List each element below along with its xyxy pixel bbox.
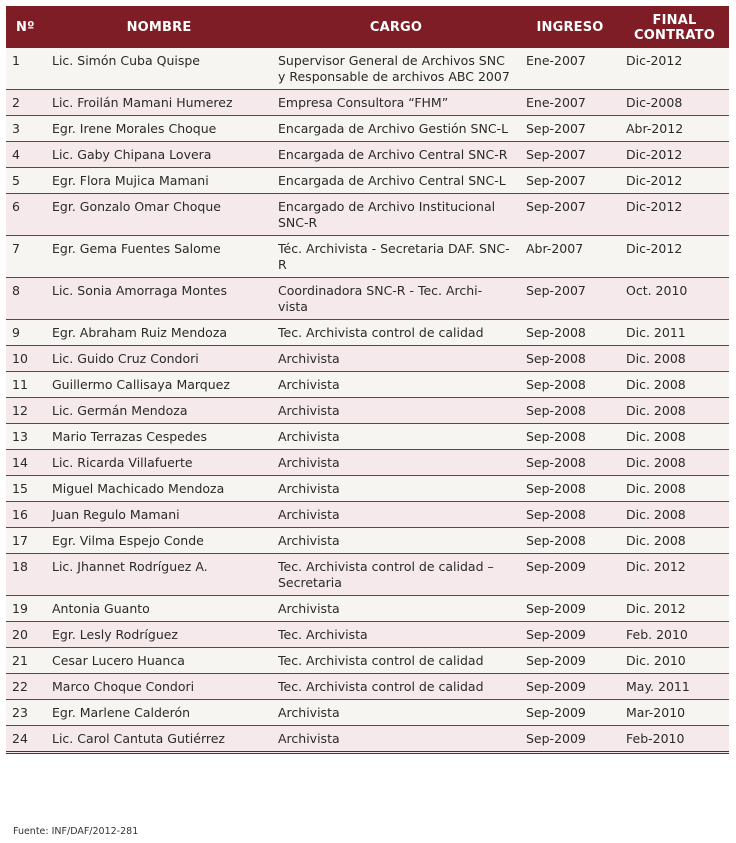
cell-num: 4: [6, 142, 46, 168]
table-row: [6, 596, 729, 622]
cell-nombre: Egr. Gema Fuentes Salome: [46, 236, 272, 278]
staff-table-container: [6, 6, 729, 754]
header-final-line2: CONTRATO: [634, 27, 715, 43]
cell-ingreso: Sep-2009: [520, 700, 620, 726]
cell-num: 9: [6, 320, 46, 346]
cell-ingreso: Sep-2009: [520, 622, 620, 648]
cell-final: Dic. 2008: [620, 346, 729, 372]
cell-num: 18: [6, 554, 46, 596]
table-row: [6, 48, 729, 90]
table-row: [6, 142, 729, 168]
cell-final: Dic. 2008: [620, 398, 729, 424]
cell-cargo: Tec. Archivista control de calidad – Secretaria: [272, 554, 520, 596]
cell-final: Dic. 2008: [620, 502, 729, 528]
header-final-contrato: [620, 6, 729, 48]
cell-nombre: Lic. Jhannet Rodríguez A.: [46, 554, 272, 596]
cell-nombre: Miguel Machicado Mendoza: [46, 476, 272, 502]
header-cargo: CARGO: [272, 6, 520, 48]
cell-num: 21: [6, 648, 46, 674]
table-row: [6, 168, 729, 194]
table-row: [6, 346, 729, 372]
cell-nombre: Lic. Ricarda Villafuerte: [46, 450, 272, 476]
cell-num: 16: [6, 502, 46, 528]
cell-cargo: Supervisor General de Archivos SNC y Responsable de archivos ABC 2007: [272, 48, 520, 90]
cell-num: 11: [6, 372, 46, 398]
cell-ingreso: Sep-2009: [520, 596, 620, 622]
table-row: [6, 90, 729, 116]
header-nombre: NOMBRE: [46, 6, 272, 48]
cell-final: Dic-2012: [620, 48, 729, 90]
cell-final: Dic. 2011: [620, 320, 729, 346]
cell-nombre: Lic. Germán Mendoza: [46, 398, 272, 424]
cell-final: Dic. 2008: [620, 528, 729, 554]
cell-ingreso: Sep-2008: [520, 476, 620, 502]
cell-num: 13: [6, 424, 46, 450]
cell-num: 17: [6, 528, 46, 554]
cell-cargo: Tec. Archivista control de calidad: [272, 320, 520, 346]
cell-ingreso: Sep-2007: [520, 142, 620, 168]
cell-ingreso: Sep-2008: [520, 320, 620, 346]
cell-nombre: Egr. Gonzalo Omar Choque: [46, 194, 272, 236]
cell-ingreso: Ene-2007: [520, 48, 620, 90]
cell-final: Mar-2010: [620, 700, 729, 726]
cell-final: Dic. 2010: [620, 648, 729, 674]
cell-nombre: Lic. Simón Cuba Quispe: [46, 48, 272, 90]
cell-cargo: Encargada de Archivo Central SNC-R: [272, 142, 520, 168]
cell-cargo: Encargada de Archivo Central SNC-L: [272, 168, 520, 194]
cell-nombre: Egr. Lesly Rodríguez: [46, 622, 272, 648]
table-row: [6, 554, 729, 596]
table-row: [6, 236, 729, 278]
cell-ingreso: Ene-2007: [520, 90, 620, 116]
cell-ingreso: Sep-2009: [520, 726, 620, 753]
cell-num: 5: [6, 168, 46, 194]
cell-num: 19: [6, 596, 46, 622]
cell-cargo: Archivista: [272, 398, 520, 424]
cell-ingreso: Sep-2008: [520, 398, 620, 424]
cell-num: 15: [6, 476, 46, 502]
cell-ingreso: Sep-2008: [520, 424, 620, 450]
cell-num: 7: [6, 236, 46, 278]
cell-nombre: Lic. Sonia Amorraga Montes: [46, 278, 272, 320]
cell-num: 22: [6, 674, 46, 700]
cell-ingreso: Sep-2007: [520, 116, 620, 142]
table-row: [6, 700, 729, 726]
table-row: [6, 674, 729, 700]
cell-ingreso: Sep-2008: [520, 450, 620, 476]
cell-ingreso: Sep-2007: [520, 194, 620, 236]
header-ingreso: INGRESO: [520, 6, 620, 48]
cell-nombre: Lic. Guido Cruz Condori: [46, 346, 272, 372]
cell-final: Dic-2008: [620, 90, 729, 116]
cell-num: 3: [6, 116, 46, 142]
cell-cargo: Archivista: [272, 346, 520, 372]
cell-nombre: Egr. Abraham Ruiz Mendoza: [46, 320, 272, 346]
cell-nombre: Lic. Froilán Mamani Humerez: [46, 90, 272, 116]
cell-final: May. 2011: [620, 674, 729, 700]
cell-final: Dic. 2008: [620, 450, 729, 476]
table-row: [6, 424, 729, 450]
cell-ingreso: Sep-2009: [520, 674, 620, 700]
cell-cargo: Archivista: [272, 502, 520, 528]
cell-nombre: Lic. Carol Cantuta Gutiérrez: [46, 726, 272, 753]
cell-final: Dic. 2012: [620, 596, 729, 622]
cell-cargo: Coordinadora SNC-R - Tec. Archi- vista: [272, 278, 520, 320]
cell-final: Oct. 2010: [620, 278, 729, 320]
table-row: [6, 320, 729, 346]
cell-final: Dic-2012: [620, 168, 729, 194]
cell-cargo: Encargada de Archivo Gestión SNC-L: [272, 116, 520, 142]
cell-nombre: Lic. Gaby Chipana Lovera: [46, 142, 272, 168]
table-row: [6, 648, 729, 674]
cell-nombre: Cesar Lucero Huanca: [46, 648, 272, 674]
cell-ingreso: Sep-2009: [520, 648, 620, 674]
cell-ingreso: Sep-2007: [520, 168, 620, 194]
table-row: [6, 372, 729, 398]
cell-cargo: Encargado de Archivo Institucional SNC-R: [272, 194, 520, 236]
cell-num: 23: [6, 700, 46, 726]
cell-ingreso: Sep-2007: [520, 278, 620, 320]
cell-ingreso: Sep-2008: [520, 372, 620, 398]
cell-final: Dic. 2008: [620, 424, 729, 450]
cell-num: 14: [6, 450, 46, 476]
cell-final: Feb. 2010: [620, 622, 729, 648]
cell-final: Dic-2012: [620, 194, 729, 236]
cell-final: Dic. 2008: [620, 372, 729, 398]
cell-nombre: Egr. Vilma Espejo Conde: [46, 528, 272, 554]
cell-cargo: Archivista: [272, 424, 520, 450]
table-row: [6, 476, 729, 502]
cell-final: Dic. 2012: [620, 554, 729, 596]
cell-cargo: Archivista: [272, 726, 520, 753]
cell-cargo: Archivista: [272, 596, 520, 622]
cell-cargo: Empresa Consultora “FHM”: [272, 90, 520, 116]
table-row: [6, 194, 729, 236]
cell-nombre: Egr. Marlene Calderón: [46, 700, 272, 726]
table-row: [6, 528, 729, 554]
cell-ingreso: Sep-2008: [520, 502, 620, 528]
cell-num: 2: [6, 90, 46, 116]
table-row: [6, 278, 729, 320]
header-final-line1: FINAL: [652, 12, 697, 28]
cell-final: Abr-2012: [620, 116, 729, 142]
table-row: [6, 502, 729, 528]
cell-num: 24: [6, 726, 46, 753]
cell-nombre: Marco Choque Condori: [46, 674, 272, 700]
cell-ingreso: Sep-2009: [520, 554, 620, 596]
cell-cargo: Tec. Archivista control de calidad: [272, 674, 520, 700]
table-body: [6, 48, 729, 753]
staff-table: [6, 6, 729, 754]
cell-final: Feb-2010: [620, 726, 729, 753]
cell-final: Dic-2012: [620, 236, 729, 278]
table-row: [6, 398, 729, 424]
cell-final: Dic-2012: [620, 142, 729, 168]
cell-cargo: Archivista: [272, 372, 520, 398]
cell-num: 8: [6, 278, 46, 320]
cell-cargo: Archivista: [272, 700, 520, 726]
cell-nombre: Guillermo Callisaya Marquez: [46, 372, 272, 398]
cell-cargo: Archivista: [272, 528, 520, 554]
cell-cargo: Téc. Archivista - Secretaria DAF. SNC-R: [272, 236, 520, 278]
cell-num: 1: [6, 48, 46, 90]
cell-nombre: Mario Terrazas Cespedes: [46, 424, 272, 450]
cell-num: 10: [6, 346, 46, 372]
cell-cargo: Tec. Archivista: [272, 622, 520, 648]
cell-num: 12: [6, 398, 46, 424]
cell-cargo: Tec. Archivista control de calidad: [272, 648, 520, 674]
cell-final: Dic. 2008: [620, 476, 729, 502]
table-row: [6, 726, 729, 753]
cell-num: 20: [6, 622, 46, 648]
cell-cargo: Archivista: [272, 476, 520, 502]
table-row: [6, 622, 729, 648]
cell-nombre: Antonia Guanto: [46, 596, 272, 622]
cell-nombre: Egr. Flora Mujica Mamani: [46, 168, 272, 194]
table-row: [6, 450, 729, 476]
cell-cargo: Archivista: [272, 450, 520, 476]
cell-ingreso: Sep-2008: [520, 346, 620, 372]
cell-num: 6: [6, 194, 46, 236]
header-num: Nº: [6, 6, 46, 48]
table-header: [6, 6, 729, 48]
cell-nombre: Juan Regulo Mamani: [46, 502, 272, 528]
source-note: Fuente: INF/DAF/2012-281: [13, 826, 139, 837]
cell-ingreso: Sep-2008: [520, 528, 620, 554]
cell-nombre: Egr. Irene Morales Choque: [46, 116, 272, 142]
cell-ingreso: Abr-2007: [520, 236, 620, 278]
table-row: [6, 116, 729, 142]
